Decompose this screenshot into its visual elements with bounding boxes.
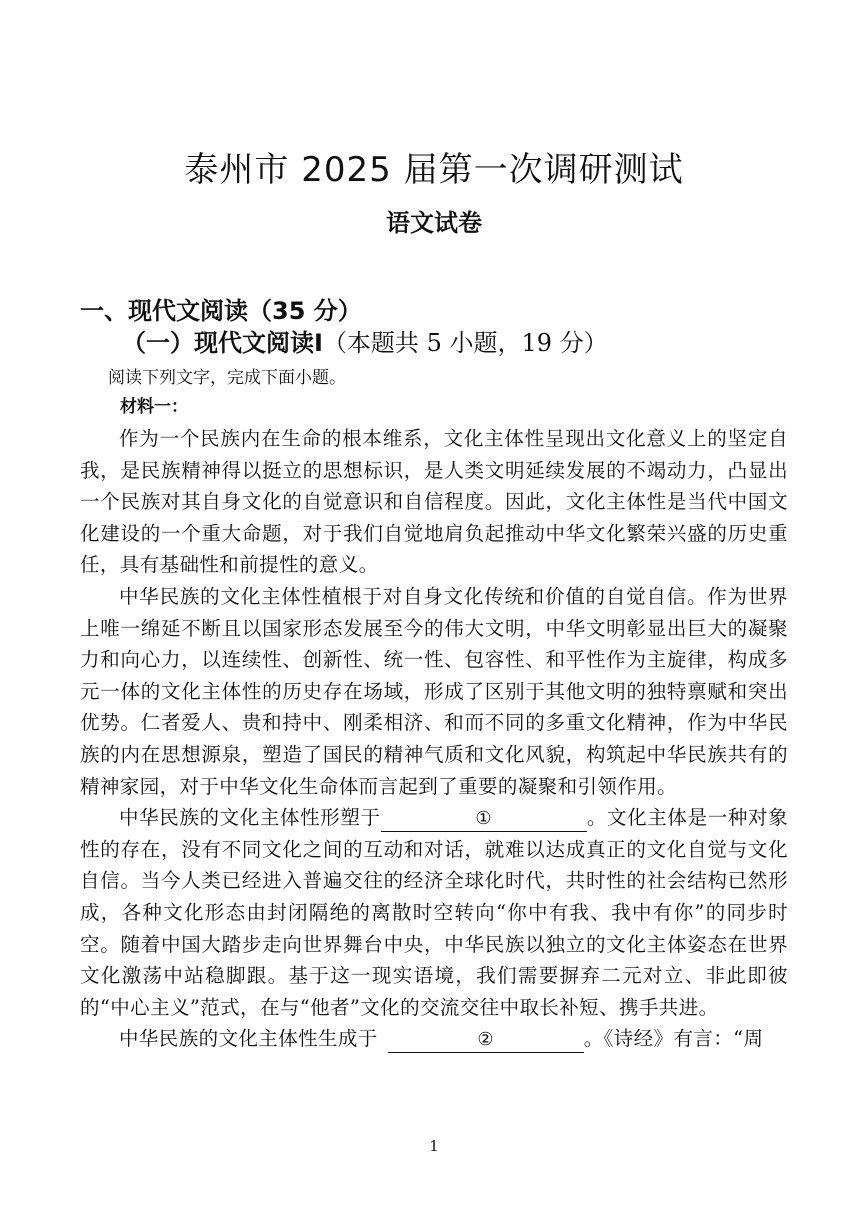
subsection-heading: （一）现代文阅读Ⅰ bbox=[122, 329, 323, 357]
paragraph-3 bbox=[80, 802, 788, 1023]
paragraph-4 bbox=[80, 1023, 788, 1055]
paragraph-3-rest: 。文化主体是一种对象性的存在，没有不同文化之间的互动和对话，就难以达成真正的文化自觉与文化自信。当今人类已经进入普遍交往的经济全球化时代，共时性的社会结构已然形成，各种文化形态由封闭隔绝的离散时空转向“你中有我、我中有你”的同步时空。随着中国大踏步走向世界舞台中央，中华民族以独立的文化主体姿态在世界文化激荡中站稳脚跟。基于这一现实语境，我们需要摒弃二元对立、非此即彼的“中心主义”范式，在与“他者”文化的交流交往中取长补短、携手共进。 bbox=[80, 806, 788, 1019]
document-title: 泰州市 2025 届第一次调研测试 bbox=[184, 150, 684, 190]
reading-instruction: 阅读下列文字，完成下面小题。 bbox=[108, 368, 346, 388]
paragraph-4-rest: 。《诗经》有言：“周 bbox=[583, 1027, 764, 1051]
section-heading: 一、现代文阅读（35 分） bbox=[80, 297, 362, 325]
material-label: 材料一： bbox=[120, 397, 188, 417]
paragraph-1: 作为一个民族内在生命的根本维系，文化主体性呈现出文化意义上的坚定自我，是民族精神得以挺立的思想标识，是人类文明延续发展的不竭动力，凸显出一个民族对其自身文化的自觉意识和自信程度。因此，文化主体性是当代中国文化建设的一个重大命题，对于我们自觉地肩负起推动中华文化繁荣兴盛的历史重任，具有基础性和前提性的意义。 bbox=[80, 427, 788, 577]
fill-blank-2: ② bbox=[388, 1028, 584, 1053]
subsection-note: （本题共 5 小题，19 分） bbox=[322, 329, 608, 357]
paragraph-4-lead: 中华民族的文化主体性生成于 bbox=[119, 1027, 378, 1051]
subsection-heading-row bbox=[122, 326, 608, 360]
fill-blank-1: ① bbox=[381, 807, 587, 832]
page-number: 1 bbox=[429, 1137, 439, 1155]
paragraph-3-lead: 中华民族的文化主体性形塑于 bbox=[119, 806, 381, 830]
paragraph-2: 中华民族的文化主体性植根于对自身文化传统和价值的自觉自信。作为世界上唯一绵延不断且以国家形态发展至今的伟大文明，中华文明彰显出巨大的凝聚力和向心力，以连续性、创新性、统一性、包容性、和平性作为主旋律，构成多元一体的文化主体性的历史存在场域，形成了区别于其他文明的独特禀赋和突出优势。仁者爱人、贵和持中、刚柔相济、和而不同的多重文化精神，作为中华民族的内在思想源泉，塑造了国民的精神气质和文化风貌，构筑起中华民族共有的精神家园，对于中华文化生命体而言起到了重要的凝聚和引领作用。 bbox=[80, 584, 788, 798]
passage-body bbox=[80, 423, 788, 1055]
document-subtitle: 语文试卷 bbox=[386, 209, 482, 237]
